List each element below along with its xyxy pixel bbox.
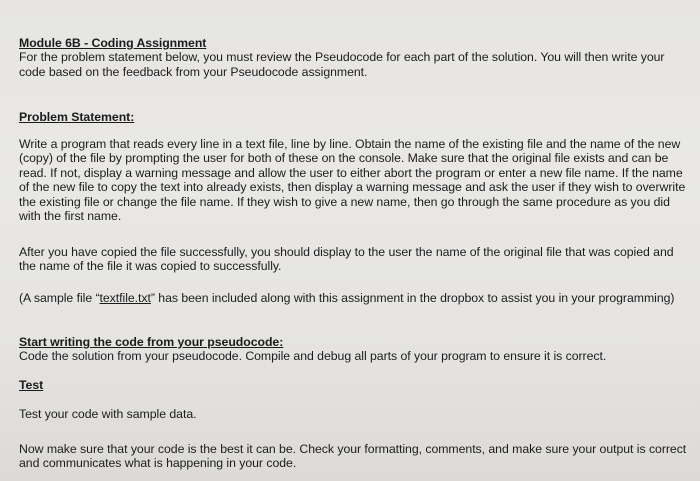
module-intro: For the problem statement below, you must review the Pseudocode for each part of the solution. You will then write your code based on the feedback from your Pseudocode assignment. bbox=[19, 50, 665, 79]
final-note-block bbox=[19, 442, 691, 471]
sample-filename: textfile.txt bbox=[99, 291, 151, 305]
problem-statement-heading-block bbox=[19, 110, 691, 124]
problem-statement-heading: Problem Statement: bbox=[19, 110, 135, 124]
problem-paragraph-1-block bbox=[19, 137, 691, 223]
test-text: Test your code with sample data. bbox=[19, 407, 197, 421]
sample-note-before: (A sample file “ bbox=[19, 291, 100, 305]
sample-file-note-block bbox=[19, 291, 691, 305]
start-writing-text: Code the solution from your pseudocode. Compile and debug all parts of your program to ensure it is correct. bbox=[19, 349, 607, 364]
start-writing-block bbox=[19, 335, 691, 364]
module-header bbox=[19, 36, 691, 79]
final-note: Now make sure that your code is the best it can be. Check your formatting, comments, and make sure your output is correct and communicates what is happening in your code. bbox=[19, 442, 687, 471]
module-title: Module 6B - Coding Assignment bbox=[19, 36, 207, 50]
test-heading-block bbox=[19, 378, 691, 392]
problem-paragraph-2: After you have copied the file successfully, you should display to the user the name of the original file that was copied and the name of the file it was copied to successfully. bbox=[19, 245, 674, 274]
test-text-block bbox=[19, 407, 691, 421]
sample-note-after: ” has been included along with this assignment in the dropbox to assist you in your programming) bbox=[150, 291, 675, 305]
sample-file-note bbox=[19, 291, 691, 305]
problem-paragraph-2-block bbox=[19, 245, 691, 274]
start-writing-heading: Start writing the code from your pseudocode: bbox=[19, 335, 284, 349]
test-heading: Test bbox=[19, 378, 44, 392]
problem-paragraph-1: Write a program that reads every line in a text file, line by line. Obtain the name of the existing file and the name of the new (copy) of the file by prompting the user for both of these on the console. Make sure that the original file exists and can be read. If not, display a warning message and allow the user to either abort the program or enter a new file name. If the name of the new file to copy the text into already exists, then display a warning message and ask the user if they wish to overwrite the existing file or change the file name. If they wish to give a new name, then go through the same procedure as you did with the first name. bbox=[19, 137, 686, 224]
